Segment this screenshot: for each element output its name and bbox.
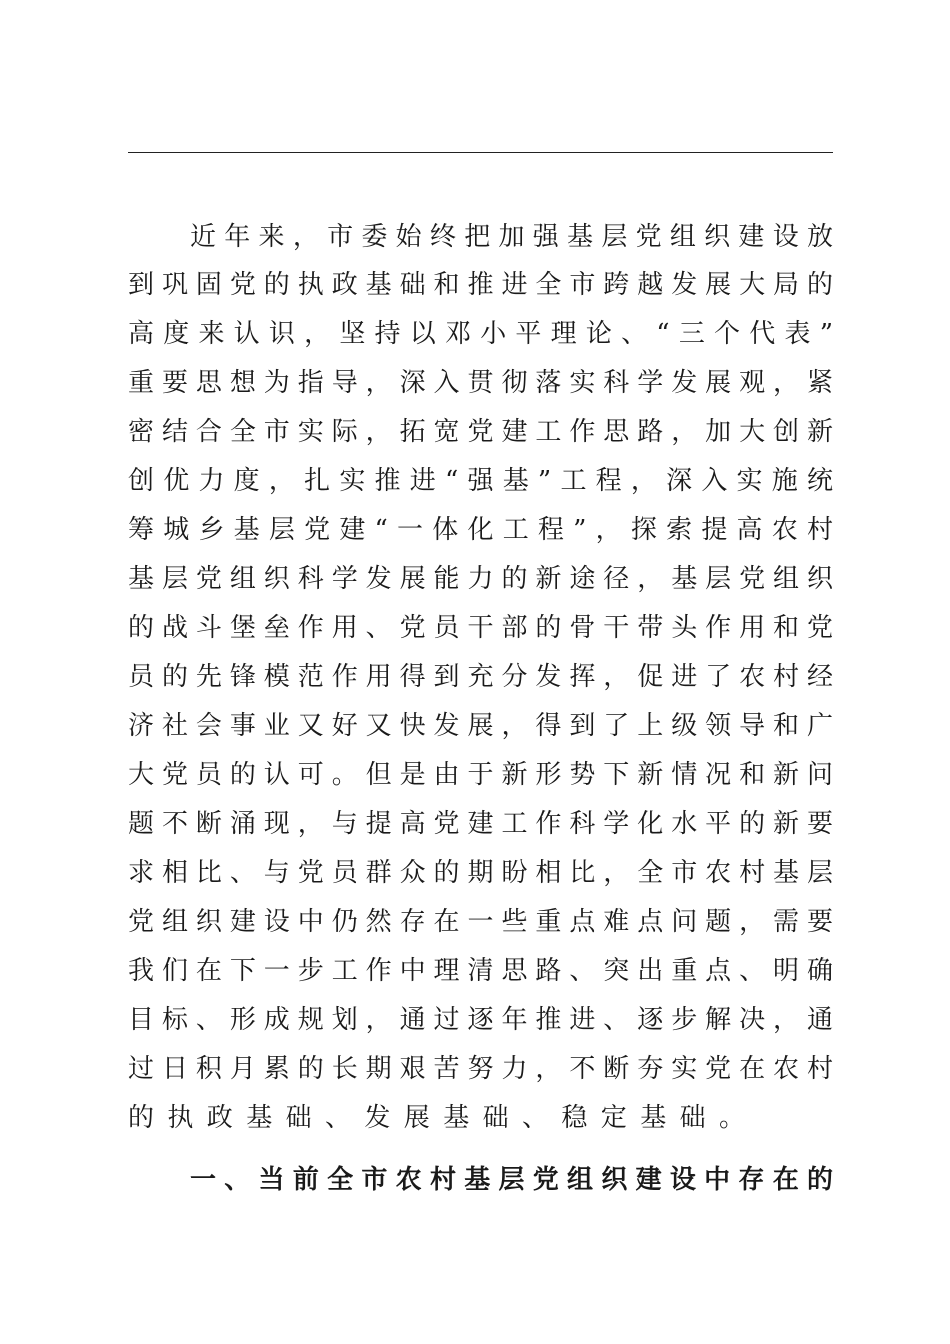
paragraph-line: 员的先锋模范作用得到充分发挥，促进了农村经 [128,662,833,692]
header-rule [128,152,833,153]
paragraph-line: 济社会事业又好又快发展，得到了上级领导和广 [128,711,833,741]
paragraph-line: 到巩固党的执政基础和推进全市跨越发展大局的 [128,270,833,300]
paragraph-line: 近年来，市委始终把加强基层党组织建设放 [190,222,833,252]
paragraph-line: 的战斗堡垒作用、党员干部的骨干带头作用和党 [128,613,833,643]
paragraph-line: 我们在下一步工作中理清思路、突出重点、明确 [128,956,833,986]
paragraph-line: 基层党组织科学发展能力的新途径，基层党组织 [128,564,833,594]
paragraph-line: 筹城乡基层党建“一体化工程”，探索提高农村 [128,515,833,545]
paragraph-line: 创优力度，扎实推进“强基”工程，深入实施统 [128,466,833,496]
paragraph-line: 密结合全市实际，拓宽党建工作思路，加大创新 [128,417,833,447]
paragraph-line: 过日积月累的长期艰苦努力，不断夯实党在农村 [128,1054,833,1084]
paragraph-line: 求相比、与党员群众的期盼相比，全市农村基层 [128,858,833,888]
paragraph-line: 题不断涌现，与提高党建工作科学化水平的新要 [128,809,833,839]
paragraph-line: 重要思想为指导，深入贯彻落实科学发展观，紧 [128,368,833,398]
paragraph-line: 目标、形成规划，通过逐年推进、逐步解决，通 [128,1005,833,1035]
paragraph-line: 大党员的认可。但是由于新形势下新情况和新问 [128,760,833,790]
paragraph-line: 高度来认识，坚持以邓小平理论、“三个代表” [128,319,833,349]
paragraph-line: 的执政基础、发展基础、稳定基础。 [128,1103,759,1133]
section-heading: 一、当前全市农村基层党组织建设中存在的 [190,1165,833,1195]
paragraph-line: 党组织建设中仍然存在一些重点难点问题，需要 [128,907,833,937]
